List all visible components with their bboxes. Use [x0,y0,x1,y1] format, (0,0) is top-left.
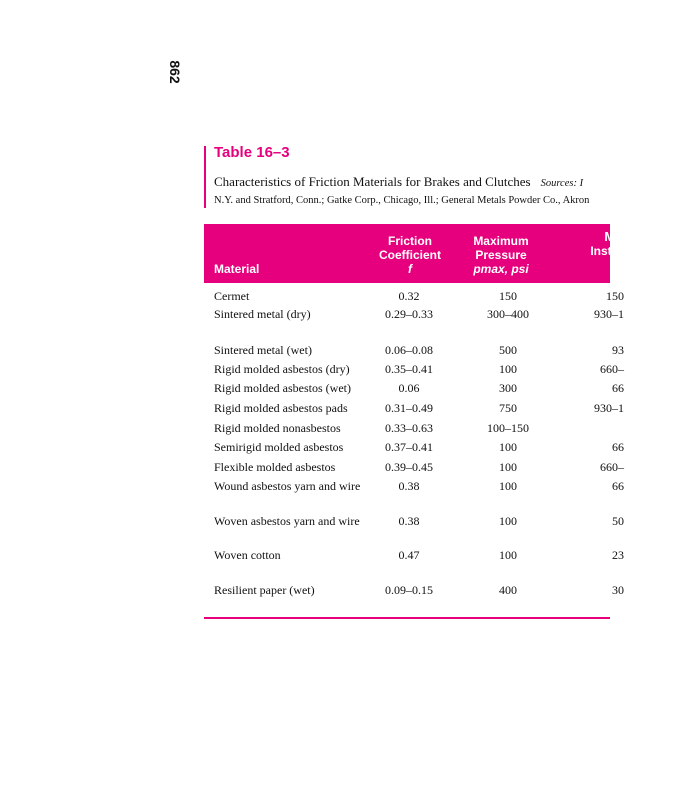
cell-friction: 0.09–0.15 [385,583,433,597]
cell-temperature: 66 [612,440,624,454]
cell-temperature: 66 [612,381,624,395]
cell-temperature: 660– [600,362,624,376]
header-pressure-unit: pmax, psi [473,262,529,276]
cell-pressure: 100 [499,362,517,376]
cell-pressure: 750 [499,401,517,415]
cell-material: Flexible molded asbestos [214,460,336,474]
cell-temperature: 93 [612,343,624,357]
cell-friction: 0.29–0.33 [385,307,433,321]
cell-material: Sintered metal (wet) [214,343,312,357]
cell-temperature: 50 [612,514,624,528]
cell-material: Rigid molded nonasbestos [214,421,341,435]
cell-pressure: 300 [499,381,517,395]
table-bottom-rule [204,617,610,619]
cell-material: Rigid molded asbestos (dry) [214,362,350,376]
table-title: Table 16–3 [214,144,290,161]
cell-pressure: 300–400 [487,307,529,321]
header-pressure-line1: Maximum [473,234,529,248]
header-friction-line1: Friction [388,234,432,248]
cell-pressure: 100 [499,460,517,474]
table-accent-rule [204,146,206,208]
cell-pressure: 500 [499,343,517,357]
cell-friction: 0.06 [398,381,420,395]
table-header [204,224,644,283]
cell-friction: 0.47 [398,548,420,562]
cell-pressure: 400 [499,583,517,597]
cell-temperature: 660– [600,460,624,474]
cell-friction: 0.38 [398,479,420,493]
cell-temperature: 66 [612,479,624,493]
cell-material: Semirigid molded asbestos [214,440,344,454]
header-max-instantaneous-temp [552,230,682,272]
cell-pressure: 100 [499,514,517,528]
cell-material: Woven asbestos yarn and wire [214,514,360,528]
cell-friction: 0.38 [398,514,420,528]
cell-temperature: 150 [606,289,624,303]
cell-friction: 0.32 [398,289,420,303]
cell-friction: 0.37–0.41 [385,440,433,454]
cell-temperature: 30 [612,583,624,597]
cell-friction: 0.33–0.63 [385,421,433,435]
header-temp-line2: Instantan [590,244,644,258]
cell-material: Cermet [214,289,250,303]
cell-pressure: 100 [499,548,517,562]
cell-pressure: 100 [499,440,517,454]
caption-text: Characteristics of Friction Materials for Brakes and Clutches [214,174,531,189]
header-max-pressure [458,234,544,276]
header-temp-line3: °I [612,258,622,272]
cell-material: Sintered metal (dry) [214,307,311,321]
header-temp-line1: Max [604,229,630,244]
cell-temperature: 930–1 [594,401,624,415]
cell-material: Resilient paper (wet) [214,583,315,597]
cell-temperature: 23 [612,548,624,562]
header-friction-line2: Coefficient [378,248,441,262]
cell-temperature: 930–1 [594,307,624,321]
cell-pressure: 150 [499,289,517,303]
header-friction-coefficient [370,234,450,276]
cell-friction: 0.06–0.08 [385,343,433,357]
cell-friction: 0.35–0.41 [385,362,433,376]
cell-pressure: 100–150 [487,421,529,435]
header-pressure-line2: Pressure [475,248,527,262]
cell-pressure: 100 [499,479,517,493]
cell-material: Woven cotton [214,548,281,562]
cell-material: Rigid molded asbestos pads [214,401,348,415]
cell-material: Wound asbestos yarn and wire [214,479,361,493]
header-friction-symbol: f [408,262,412,276]
cell-material: Rigid molded asbestos (wet) [214,381,351,395]
header-material: Material [214,262,260,276]
table-caption [214,174,583,190]
cell-friction: 0.39–0.45 [385,460,433,474]
caption-sources: Sources: I [540,178,584,189]
cell-friction: 0.31–0.49 [385,401,433,415]
page-number: 862 [167,60,183,84]
table-caption-continued: N.Y. and Stratford, Conn.; Gatke Corp., Chicago, Ill.; General Metals Powder Co., Akron [214,195,590,206]
